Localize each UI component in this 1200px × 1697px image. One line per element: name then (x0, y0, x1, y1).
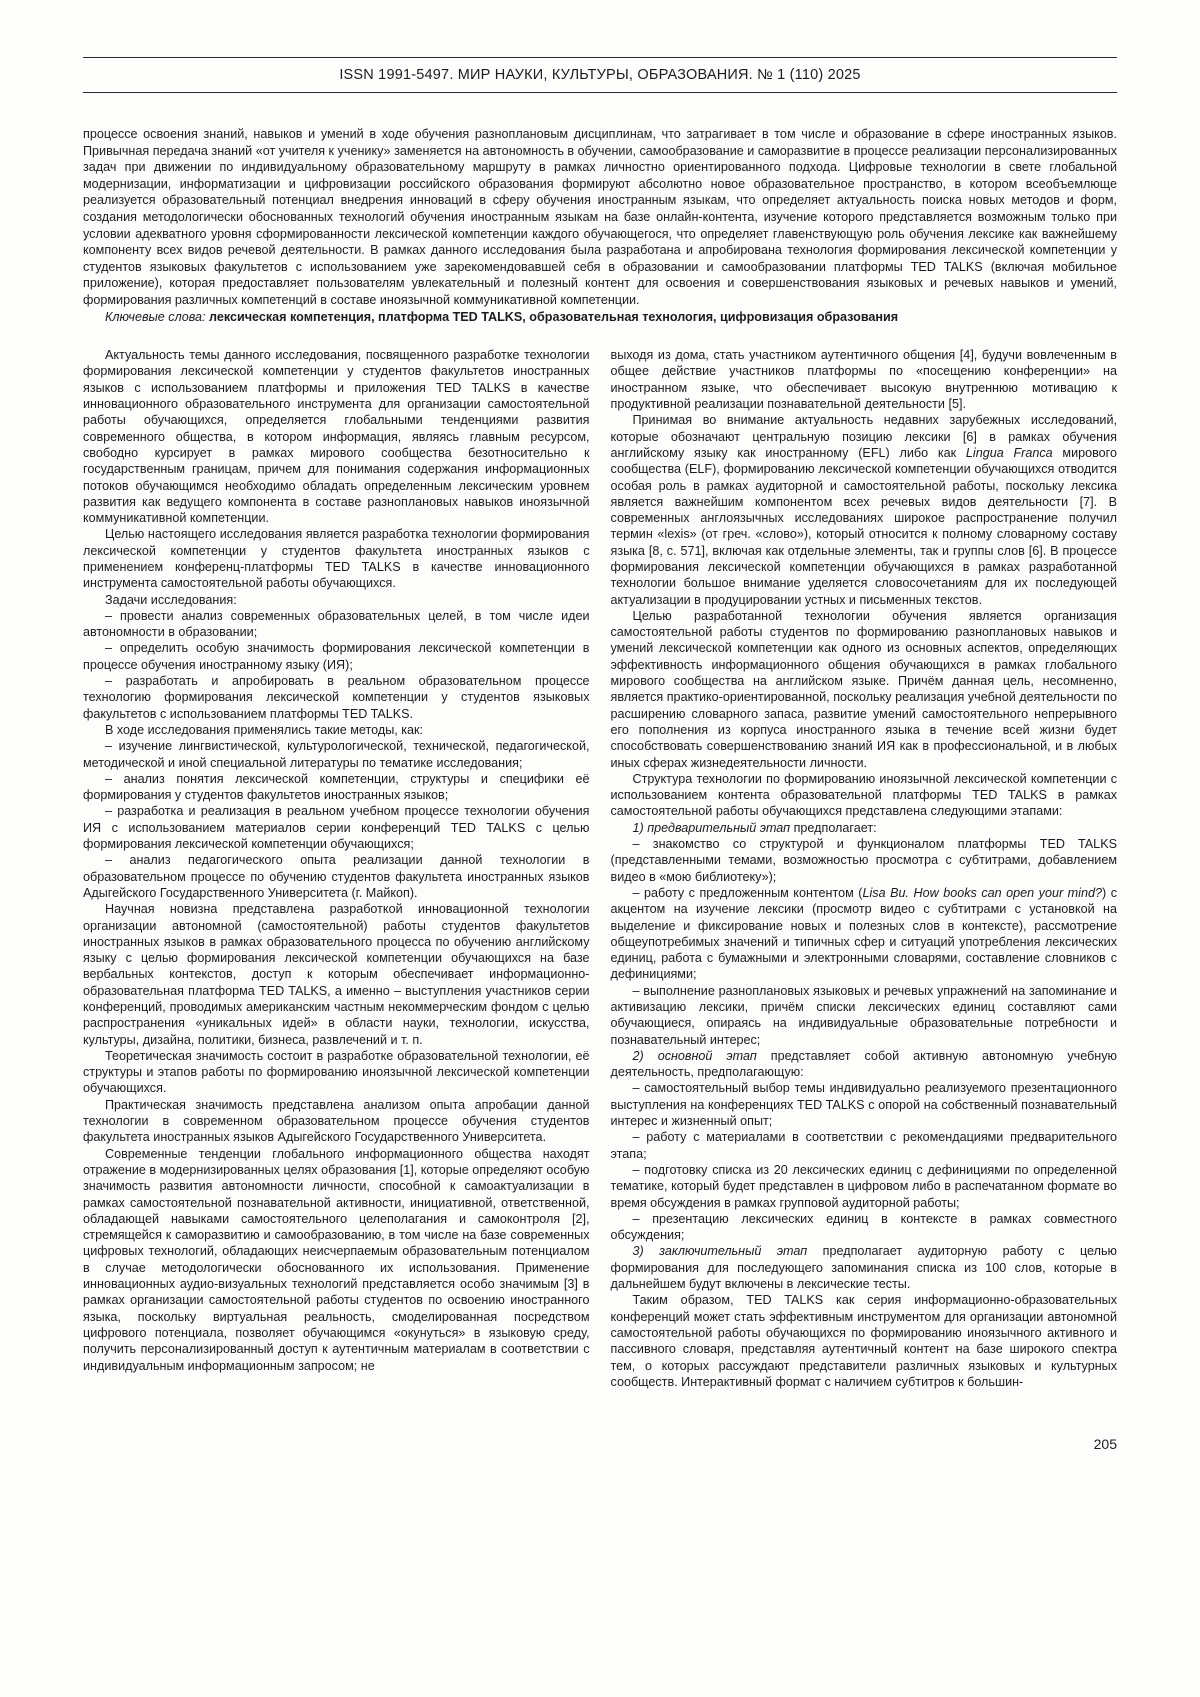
journal-header (83, 57, 1117, 93)
text-run: Актуальность темы данного исследования, посвященного разработке технологии формирования лексической компетенции у студентов факультетов иностранных языков с использованием платформы и приложения TED TALKS в качестве инновационного образовательного инструмента для организации самостоятельной работы обучающихся, определяется глобальными тенденциями развития современного общества, в котором информация, являясь главным ресурсом, свободно курсирует в рамках мирового сообщества безотносительно к государственным границам, причем для понимания содержания информационных потоков обучающимся необходимо обладать определенным лексическим уровнем развития как ведущего компонента в составе разноплановых навыков иноязычной коммуникативной компетенции. (83, 348, 590, 526)
paragraph (611, 347, 1118, 412)
text-run: Таким образом, TED TALKS как серия информационно-образовательных конференций может стать эффективным инструментом для организации автономной самостоятельной работы обучающихся по формированию иноязычного активного и пассивного словаря, представляя аутентичный контент на базе широкого спектра тем, о которых рассуждают представители различных языковых и культурных сообществ. Интерактивный формат с наличием субтитров к большин- (610, 1293, 1117, 1389)
paragraph (83, 738, 590, 771)
paragraph (611, 885, 1118, 983)
paragraph (611, 412, 1118, 608)
text-run: предполагает: (790, 820, 877, 835)
paragraph (611, 771, 1118, 820)
paragraph (611, 983, 1118, 1048)
paragraph (83, 673, 590, 722)
text-run: – определить особую значимость формирования лексической компетенции в процессе обучения иностранному языку (ИЯ); (83, 641, 590, 672)
paragraph (83, 608, 590, 641)
paragraph (83, 901, 590, 1048)
paragraph (611, 1129, 1118, 1162)
text-run: – выполнение разноплановых языковых и речевых упражнений на запоминание и активизацию лексики, причём списки лексических единиц составляют сами обучающиеся, опираясь на индивидуальные образовательные потребности и познавательный интерес; (610, 983, 1117, 1047)
paragraph (83, 771, 590, 804)
paragraph (83, 640, 590, 673)
paragraph (83, 309, 1117, 326)
text-run: – самостоятельный выбор темы индивидуально реализуемого презентационного выступления на конференциях TED TALKS с опорой на собственный познавательный интерес и жизненный опыт; (610, 1081, 1117, 1129)
text-run: – анализ понятия лексической компетенции, структуры и специфики её формирования у студентов факультетов иностранных языков; (83, 771, 590, 803)
paragraph (611, 836, 1118, 885)
text-run: выходя из дома, стать участником аутентичного общения [4], будучи вовлеченным в общее действие участников платформы по «посещению конференции» на иностранном языке, что обеспечивает высокую внутреннюю мотивацию к продуктивной реализации познавательной деятельности [5]. (610, 348, 1117, 412)
text-run: лексическая компетенция, платформа TED TALKS, образовательная технология, цифровизация образования (209, 309, 899, 324)
text-run: представляет собой активную автономную учебную деятельность, предполагающую: (610, 1048, 1117, 1080)
text-run: Принимая во внимание актуальность недавних зарубежных исследований, которые обозначают центральную позицию лексики [6] в рамках обучения английскому языку как иностранному (EFL) либо как (610, 413, 1117, 460)
paragraph (611, 1211, 1118, 1244)
paragraph (83, 592, 590, 608)
text-run: – работу с предложенным контентом ( (632, 885, 863, 900)
text-run: Задачи исследования: (105, 592, 237, 607)
text-run: – работу с материалами в соответствии с рекомендациями предварительного этапа; (610, 1130, 1117, 1161)
right-column (611, 347, 1118, 1390)
paragraph (83, 803, 590, 852)
text-run: мирового сообщества (ELF), формированию лексической компетенции обучающихся отводится особая роль в рамках аудиторной и самостоятельной работы, поскольку лексика является важнейшим компонентом всех речевых видов деятельности [7]. В современных англоязычных исследованиях широкое распространение получил термин «lexis» (от греч. «слово»), который относится к полному словарному составу языка [8, с. 571], включая как отдельные элементы, так и группы слов [6]. В процессе формирования лексической компетенции обучающихся в рамках разработанной технологии большое внимание уделяется словосочетаниям для их последующей актуализации в продуцировании устных и письменных текстов. (610, 445, 1118, 607)
text-run: Научная новизна представлена разработкой инновационной технологии организации автономной (самостоятельной) работы студентов факультетов иностранных языков в рамках образовательного процесса по обучению английскому языку с целью формирования лексической компетенции обучающихся на базе вербальных контекстов, доступ к которым обеспечивает информационно-образовательная платформа TED TALKS, а именно – выступления участников серии конференций, проводимых американским частным некоммерческим фондом с целью распространения «уникальных идей» в области науки, технологии, искусства, культуры, дизайна, политики, бизнеса, развлечений и т. п. (83, 902, 590, 1047)
paragraph (611, 1080, 1118, 1129)
paragraph (611, 1292, 1118, 1390)
paragraph (611, 608, 1118, 771)
page-footer (83, 1436, 1117, 1452)
text-run: Современные тенденции глобального информационного общества находят отражение в модернизированных целях образования [1], которые определяют особую значимость развития автономности личности, способной к самоактуализации в рамках самостоятельной познавательной активности, инициативной, ответственной, обладающей навыками самостоятельного целеполагания и самоконтроля [2], стремящейся к саморазвитию и самообразованию, в том числе на базе современных цифровых технологий, обладающих неисчерпаемым образовательным потенциалом в случае методологически обоснованного их использования. Применение инновационных аудио-визуальных технологий представляется особо значимым [3] в рамках организации самостоятельной работы студентов по освоению иностранного языка, поскольку виртуальная реальность, смоделированная посредством цифрового потенциала, позволяет обучающимся «окунуться» в языковую среду, получить персонализированный доступ к аутентичным материалам в соответствии с индивидуальным информационным запросом; не (83, 1146, 590, 1373)
text-run: – изучение лингвистической, культурологической, технической, педагогической, методической и иной специальной литературы по тематике исследования; (83, 739, 590, 770)
text-run: – презентацию лексических единиц в контексте в рамках совместного обсуждения; (610, 1211, 1117, 1243)
text-run: Структура технологии по формированию иноязычной лексической компетенции с использованием контента образовательной платформы TED TALKS в рамках самостоятельной работы обучающихся представлена следующими этапами: (610, 771, 1117, 819)
text-run: 2) основной этап (632, 1048, 757, 1063)
text-run: Практическая значимость представлена анализом опыта апробации данной технологии в современном образовательном процессе обучения студентов факультета иностранных языков Адыгейского Государственного Университета. (83, 1097, 590, 1145)
text-run: – анализ педагогического опыта реализации данной технологии в образовательном процессе по обучению студентов факультета иностранных языков Адыгейского Государственного Университета (г. Майкоп). (83, 853, 590, 900)
text-run: процессе освоения знаний, навыков и умений в ходе обучения разноплановым дисциплинам, что затрагивает в том числе и образование в сфере иностранных языков. Привычная передача знаний «от учителя к ученику» заменяется на автономность в обучении, самообразование и саморазвитие в процессе реализации персонализированных задач при движении по индивидуальному образовательному маршруту в рамках личностно ориентированного подхода. Цифровые технологии в свете глобальной модернизации, информатизации и цифровизации российского образования формируют абсолютно новое образовательное пространство, в котором всеобъемлюще реализуется образовательный потенциал внедрения инноваций в сферу обучения иностранным языкам, что определяет актуальность поиска новых методов и форм, создания методологически обоснованных технологий обучения иностранным языкам на базе онлайн-контента, изучение которого представляется возможным только при условии адекватного уровня сформированности лексической компетенции каждого обучающегося, что определяет главенствующую роль обучения лексике как важнейшему компоненту всех видов речевой деятельности. В рамках данного исследования была разработана и апробирована технология формирования лексической компетенции у студентов языковых факультетов с использованием уже зарекомендовавшей себя в образовании и самообразовании платформы TED TALKS (включая мобильное приложение), которая предоставляет пользователям увлекательный и полезный контент для освоения и совершенствования языковых и речевых навыков и умений, формирования различных компетенций в составе иноязычной коммуникативной компетенции. (83, 127, 1117, 307)
text-run: – подготовку списка из 20 лексических единиц с дефинициями по определенной тематике, который будет представлен в цифровом либо в распечатанном формате во время обсуждения в рамках групповой аудиторной работы; (610, 1162, 1117, 1210)
text-run: 1) предварительный этап (632, 820, 791, 835)
paragraph (611, 1162, 1118, 1211)
paragraph (83, 526, 590, 591)
paragraph (83, 1146, 590, 1374)
left-column (83, 347, 590, 1390)
text-run: – разработка и реализация в реальном учебном процессе технологии обучения ИЯ с использованием материалов серии конференций TED TALKS с целью формирования лексической компетенции обучающихся; (83, 804, 590, 852)
text-run: – провести анализ современных образовательных целей, в том числе идеи автономности в образовании; (83, 608, 590, 640)
text-run: Lingua Franca (965, 445, 1053, 460)
journal-header-line: ISSN 1991-5497. МИР НАУКИ, КУЛЬТУРЫ, ОБРАЗОВАНИЯ. № 1 (110) 2025 (339, 67, 861, 83)
paragraph (83, 722, 590, 738)
text-run: ) с акцентом на изучение лексики (просмотр видео с субтитрами с установкой на выделение и фиксирование новых и полезных слов в контексте), рассмотрение общеупотребимых значений и типичных сфер и ситуаций употребления лексических единиц, работа с бумажными и электронными словарями, составление словников с дефинициями; (610, 885, 1117, 982)
text-run: Теоретическая значимость состоит в разработке образовательной технологии, её структуры и этапов работы по формированию иноязычной лексической компетенции обучающихся. (83, 1048, 590, 1096)
text-run: Ключевые слова: (105, 309, 209, 324)
text-run: В ходе исследования применялись такие методы, как: (105, 722, 424, 737)
text-run: предполагает аудиторную работу с целью формирования для последующего запоминания списка из 100 слов, которые в дальнейшем будут включены в лексические тесты. (610, 1244, 1118, 1292)
paragraph (611, 820, 1118, 836)
text-run: Lisa Bu. How books can open your mind? (862, 885, 1102, 900)
paragraph (83, 852, 590, 901)
text-run: Целью разработанной технологии обучения является организация самостоятельной работы студентов по формированию разноплановых навыков и умений лексической компетенции как одного из основных аспектов, определяющих эффективность информационного общения обучающихся в рамках глобального мирового сообщества на английском языке. Причём данная цель, несомненно, является практико-ориентированной, поскольку реализация учебной деятельности по расширению словарного запаса, развитие умений самостоятельного непрерывного его пополнения из корпуса иностранного языка в течение всей жизни будет способствовать совершенствованию знаний ИЯ как в профессиональной, и в любых иных сферах жизнедеятельности личности. (610, 608, 1117, 770)
paragraph (83, 126, 1117, 309)
abstract-section (83, 126, 1117, 325)
paragraph (83, 1048, 590, 1097)
paragraph (611, 1048, 1118, 1081)
text-run: Целью настоящего исследования является разработка технологии формирования лексической компетенции у студентов факультета иностранных языков с применением конференц-платформы TED TALKS в качестве инновационного инструмента самостоятельной работы обучающихся. (83, 527, 590, 591)
paragraph (83, 347, 590, 526)
text-run: – знакомство со структурой и функционалом платформы TED TALKS (представленными темами, возможностью просмотра с субтитрами, добавлением видео в «мою библиотеку»); (610, 837, 1117, 884)
paragraph (83, 1097, 590, 1146)
page-number: 205 (1093, 1436, 1117, 1453)
text-run: – разработать и апробировать в реальном образовательном процессе технологию формирования лексической компетенции у студентов языковых факультетов с использованием платформы TED TALKS. (83, 674, 590, 721)
paragraph (611, 1243, 1118, 1292)
text-run: 3) заключительный этап (632, 1244, 808, 1259)
article-body (83, 347, 1117, 1390)
